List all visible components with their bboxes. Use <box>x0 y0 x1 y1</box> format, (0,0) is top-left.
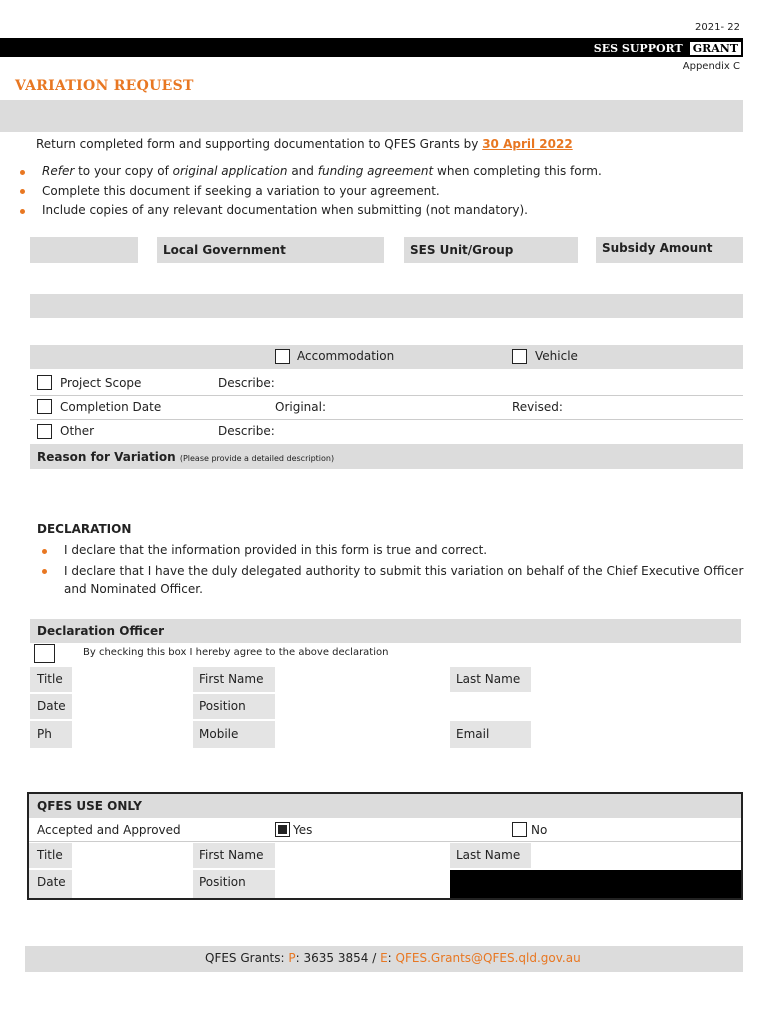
local-government-label: Local Government <box>163 243 286 257</box>
declaration-2-cont: and Nominated Officer. <box>64 582 203 596</box>
qfes-position-label: Position <box>199 875 246 889</box>
brand-ses-support: SES SUPPORT <box>593 41 683 55</box>
completion-date-label: Completion Date <box>60 400 162 414</box>
refer-text: Refer <box>42 164 75 178</box>
appendix-label: Appendix C <box>682 61 740 72</box>
phone-prefix: P <box>288 951 296 965</box>
deadline-date: 30 April 2022 <box>482 137 573 151</box>
officer-first-name-label: First Name <box>199 672 264 686</box>
accommodation-label: Accommodation <box>297 349 395 363</box>
project-scope-label: Project Scope <box>60 376 142 390</box>
footer-contact <box>205 951 581 965</box>
reason-title: Reason for Variation <box>37 450 176 464</box>
org-blank-cell <box>30 237 138 263</box>
bullet-icon <box>42 549 47 554</box>
yes-label: Yes <box>293 823 313 837</box>
officer-email-label: Email <box>456 727 490 741</box>
original-label: Original: <box>275 400 326 414</box>
declaration-heading: DECLARATION <box>37 522 132 536</box>
officer-position-label: Position <box>199 699 246 713</box>
brand-grant: GRANT <box>689 41 742 56</box>
funding-agreement-text: funding agreement <box>317 164 434 178</box>
page-title: VARIATION REQUEST <box>15 78 194 94</box>
row-divider <box>30 419 743 420</box>
reason-label <box>37 450 334 464</box>
officer-mobile-label: Mobile <box>199 727 239 741</box>
other-label: Other <box>60 424 95 438</box>
bullet-icon <box>42 569 47 574</box>
accepted-approved-label: Accepted and Approved <box>37 823 181 837</box>
bullet-icon <box>20 209 25 214</box>
qfes-date-label: Date <box>37 875 66 889</box>
qfes-signature-block <box>450 870 741 898</box>
vehicle-checkbox[interactable] <box>512 349 527 364</box>
completion-date-checkbox[interactable] <box>37 399 52 414</box>
officer-date-label: Date <box>37 699 66 713</box>
row-divider <box>29 841 741 842</box>
officer-last-name-label: Last Name <box>456 672 521 686</box>
title-band <box>0 100 743 132</box>
yes-checkbox[interactable] <box>275 822 290 837</box>
row-divider <box>30 395 743 396</box>
qfes-title-label: Title <box>37 848 63 862</box>
revised-label: Revised: <box>512 400 563 414</box>
project-scope-checkbox[interactable] <box>37 375 52 390</box>
instruction-1 <box>42 164 602 178</box>
vehicle-label: Vehicle <box>535 349 578 363</box>
instruction-2: Complete this document if seeking a variation to your agreement. <box>42 184 440 198</box>
officer-heading: Declaration Officer <box>37 624 165 638</box>
bullet-icon <box>20 170 25 175</box>
qfes-heading: QFES USE ONLY <box>37 799 142 813</box>
qfes-last-name-label: Last Name <box>456 848 521 862</box>
subsidy-amount-label: Subsidy Amount <box>602 241 713 255</box>
footer-phone: : 3635 3854 / <box>295 951 377 965</box>
bullet-icon <box>20 189 25 194</box>
section-band <box>30 294 743 318</box>
officer-title-label: Title <box>37 672 63 686</box>
officer-ph-label: Ph <box>37 727 52 741</box>
declaration-2: I declare that I have the duly delegated authority to submit this variation on behalf of the Chief Executive Officer <box>64 564 744 578</box>
describe-label-other: Describe: <box>218 424 275 438</box>
footer-colon: : <box>387 951 392 965</box>
no-label: No <box>531 823 548 837</box>
footer-lead: QFES Grants: <box>205 951 285 965</box>
no-checkbox[interactable] <box>512 822 527 837</box>
instruction-3: Include copies of any relevant documentation when submitting (not mandatory). <box>42 203 528 217</box>
qfes-first-name-label: First Name <box>199 848 264 862</box>
agree-checkbox[interactable] <box>34 644 55 663</box>
brand-logo <box>594 40 742 56</box>
instruction-1-and: and <box>291 164 314 178</box>
original-application-text: original application <box>172 164 288 178</box>
footer-email-link[interactable]: QFES.Grants@QFES.qld.gov.au <box>395 951 581 965</box>
instruction-1-end: when completing this form. <box>437 164 602 178</box>
intro-line <box>36 137 573 151</box>
reason-note: (Please provide a detailed description) <box>179 454 335 463</box>
agree-label: By checking this box I hereby agree to the above declaration <box>83 647 389 658</box>
describe-label: Describe: <box>218 376 275 390</box>
email-prefix: E <box>380 951 388 965</box>
other-checkbox[interactable] <box>37 424 52 439</box>
form-year: 2021- 22 <box>695 22 740 33</box>
instruction-1-part: to your copy of <box>78 164 169 178</box>
accommodation-checkbox[interactable] <box>275 349 290 364</box>
declaration-1: I declare that the information provided in this form is true and correct. <box>64 543 488 557</box>
intro-lead: Return completed form and supporting documentation to QFES Grants by <box>36 137 479 151</box>
ses-unit-label: SES Unit/Group <box>410 243 514 257</box>
